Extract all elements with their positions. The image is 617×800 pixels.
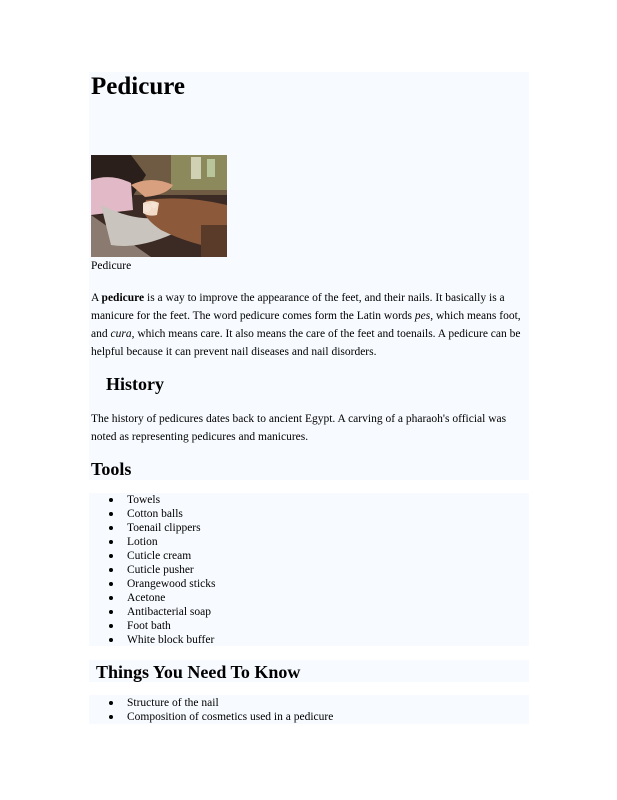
list-item: Orangewood sticks: [91, 577, 527, 591]
intro-text-3: , which means foot, and: [91, 310, 521, 340]
list-item: Composition of cosmetics used in a pedicure: [91, 710, 527, 724]
list-item: Cuticle pusher: [91, 563, 527, 577]
list-item: Structure of the nail: [91, 696, 527, 710]
know-list: [91, 696, 527, 724]
image-caption: Pedicure: [91, 260, 132, 272]
intro-bold-term: pedicure: [101, 292, 145, 304]
list-item: Acetone: [91, 591, 527, 605]
tools-heading: Tools: [91, 459, 132, 479]
list-item: Cuticle cream: [91, 549, 527, 563]
intro-term-cura: cura: [110, 328, 132, 340]
history-paragraph: The history of pedicures dates back to ancient Egypt. A carving of a pharaoh's official was noted as representing pedicures and manicures.: [91, 413, 507, 443]
list-item: Foot bath: [91, 619, 527, 633]
know-heading: Things You Need To Know: [96, 662, 301, 682]
intro-text-1: A: [91, 292, 102, 304]
list-item: Cotton balls: [91, 507, 527, 521]
list-item: Toenail clippers: [91, 521, 527, 535]
list-item: Towels: [91, 493, 527, 507]
list-item: Antibacterial soap: [91, 605, 527, 619]
pedicure-photo: [91, 155, 227, 257]
intro-term-pes: pes: [414, 310, 431, 322]
list-item: White block buffer: [91, 633, 527, 647]
intro-text-4: , which means care. It also means the care of the feet and toenails. A pedicure can be helpful because it can prevent nail diseases and nail disorders.: [91, 328, 521, 358]
history-heading: History: [106, 374, 164, 394]
tools-list: [91, 493, 527, 647]
list-item: Lotion: [91, 535, 527, 549]
page-title: Pedicure: [91, 73, 185, 100]
intro-paragraph: [91, 289, 531, 361]
intro-text-2: is a way to improve the appearance of the feet, and their nails. It basically is a manicure for the feet. The word pedicure comes form the Latin words: [91, 292, 505, 322]
